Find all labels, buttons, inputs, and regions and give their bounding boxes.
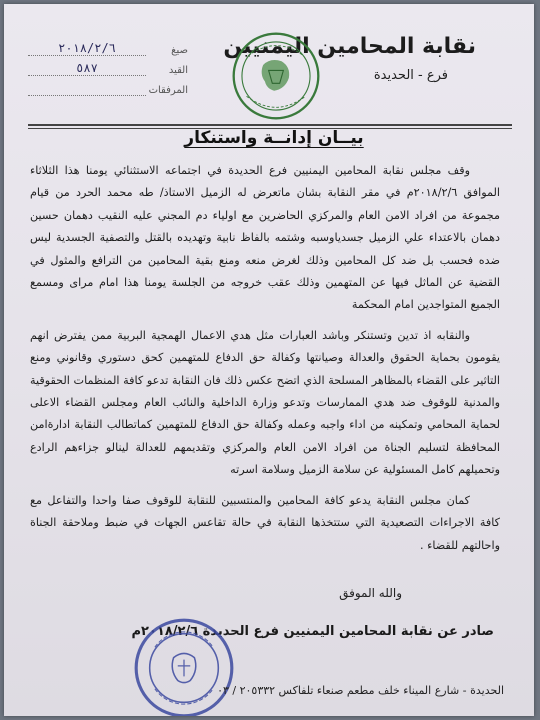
letter-page <box>4 4 534 716</box>
paragraph: كمان مجلس النقابة يدعو كافة المحامين والمنتسبين للنقابة للوقوف صفا واحدا والتفاعل مع كافة الاجراءات التصعيدية التي ستتخذها النقابة في حالة تقاعس الجهات في ضبط وملاحقة الجناة واحالتهم للقضاء . <box>30 493 500 552</box>
issued-by-line: صادر عن نقابة المحامين اليمنيين فرع الحديدة ٢٠١٨/٢/٦م <box>131 624 494 639</box>
date-label: صيغ <box>171 45 188 56</box>
header-divider <box>28 124 512 126</box>
paragraph: وقف مجلس نقابة المحامين اليمنيين فرع الحديدة في اجتماعه الاستثنائي يومنا هذا الثلاثاء الموافق ٢٠١٨/٢/٦م في مقر النقابة بشان ماتعرض له الزميل الاستاذ/ طه محمد الحرد من قيام مجموعة من افراد الامن العام والمركزي الحاضرين مع اولياء دم المجني عليه النقيب دهمان حسين دهمان بالاعتداء علي الزميل جسدياوسبه وشتمه بالفاظ نابية وتهديده بالقتل والتصفية الجسدية ليس ضده فحسب بل ضد كل المحامين وذلك لغرض منعه ومنع بقية المحامين من الترافع والمثول في القضية عن الماثل فيها عن المتهمين وذلك عقب خروجه من الجلسة يومنا هذا امام مراى ومسمع الجميع المتواجدين امام المحكمة <box>30 164 500 312</box>
statement-title: بيــان إدانــة واستنكار <box>184 128 364 148</box>
number-value: ٥٨٧ <box>28 61 146 76</box>
organization-name: نقابة المحامين اليمنيين <box>223 34 476 59</box>
official-stamp <box>132 616 236 716</box>
syndicate-logo <box>230 30 322 122</box>
date-row <box>28 36 188 56</box>
closing-phrase: والله الموفق <box>339 586 402 600</box>
paragraph: والنقابه اذ تدين وتستنكر وباشد العبارات مثل هدي الاعمال الهمجية البربية ممن يفترض انهم يقومون بحماية الحقوق والعدالة وصيانتها وكفالة حق الدفاع للمتهمين كحق دستوري وقانوني ومنع التاثير على القضاء بالمظاهر المسلحة الذي اتضح عكس ذلك فان النقابة تدعو كافة المنظمات الحقوقية والمدنية للوقوف ضد هدي الممارسات وتدعو وزارة الداخلية والنائب العام ومجلس القضاء الاعلى لحماية المحامي وتمكينه من اداء واجبه وعمله وكفالة حق الدفاع للمتهمين كماتطالب النقابة ادارةامن المحافظة لتسليم الجناة من افراد الامن العام والمركزي وتقديمهم للعدالة لينالو جزاءهم الرادع وتحميلهم كامل المسئولية عن سلامة الزميل وسلامة اسرته <box>30 328 500 477</box>
attachments-value <box>28 95 146 96</box>
reference-block <box>28 36 188 96</box>
footer-address: الحديدة - شارع الميناء خلف مطعم صنعاء تلفاكس ٢٠٥٣٣٢ / ٠٣ <box>217 684 504 697</box>
date-value: ٢٠١٨/٢/٦ <box>28 41 146 56</box>
statement-body <box>30 160 500 565</box>
branch-name: فرع - الحديدة <box>373 68 448 83</box>
attachments-row <box>28 76 188 96</box>
number-row <box>28 56 188 76</box>
number-label: القيد <box>168 65 188 76</box>
attachments-label: المرفقات <box>148 85 188 96</box>
